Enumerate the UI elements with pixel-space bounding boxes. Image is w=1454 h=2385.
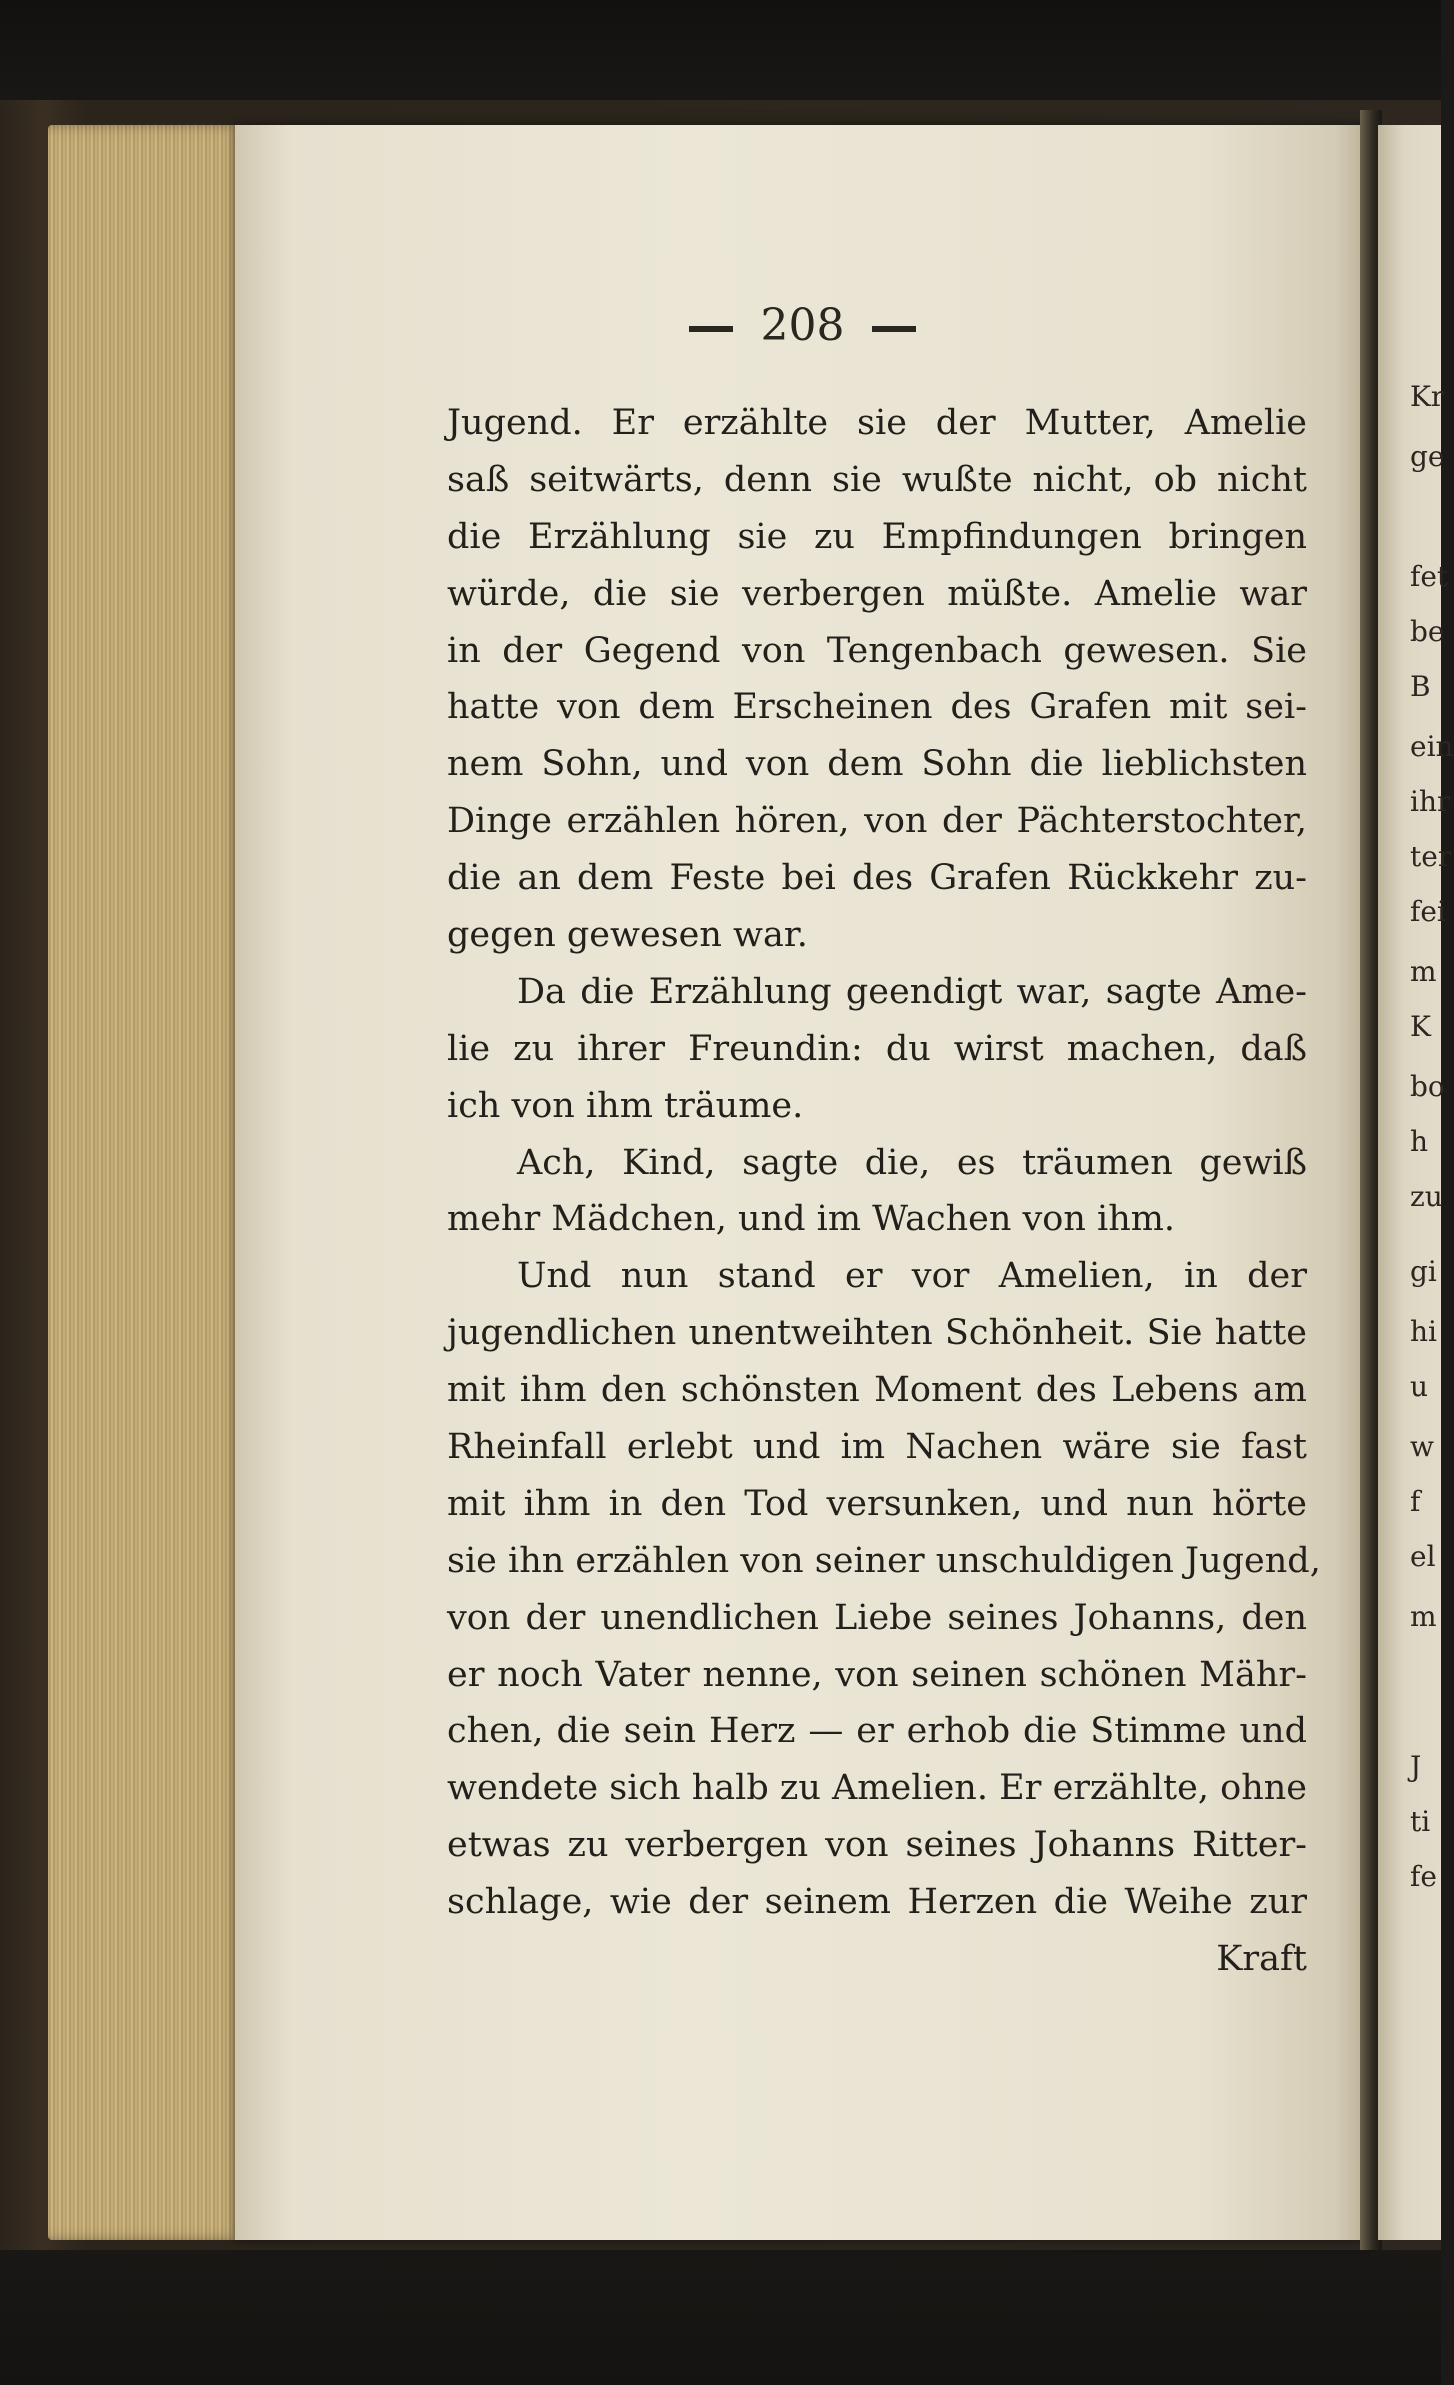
fragment: ti (1410, 1805, 1431, 1838)
fragment: K (1410, 1010, 1431, 1043)
text-line: lie zu ihrer Freundin: du wirst machen, daß (447, 1028, 1307, 1069)
text-line: mehr Mädchen, und im Wachen von ihm. (447, 1199, 1176, 1240)
fragment: fei (1410, 895, 1446, 928)
text-line: gegen gewesen war. (447, 915, 808, 956)
text-line: hatte von dem Erscheinen des Grafen mit sei- (447, 687, 1307, 728)
fragment: el (1410, 1540, 1436, 1573)
text-line: wendete sich halb zu Amelien. Er erzählte, ohne (447, 1768, 1307, 1809)
text-line: etwas zu verbergen von seines Johanns Ritter- (447, 1825, 1307, 1866)
page-edges (48, 125, 248, 2240)
fragment: B (1410, 670, 1431, 703)
text-line: Jugend. Er erzählte sie der Mutter, Amelie (447, 403, 1307, 443)
fragment: hi (1410, 1315, 1437, 1348)
fragment: ihr (1410, 785, 1451, 818)
text-line: Dinge erzählen hören, von der Pächterstochter, (447, 801, 1307, 842)
fragment: ge (1410, 440, 1445, 473)
fragment: h (1410, 1125, 1429, 1158)
text-line: sie ihn erzählen von seiner unschuldigen Jugend, (447, 1540, 1321, 1581)
body-text (447, 395, 1321, 1988)
text-line: jugendlichen unentweihten Schönheit. Sie hatte (447, 1313, 1307, 1354)
text-line: Da die Erzählung geendigt war, sagte Ame- (517, 971, 1307, 1012)
page-number-header (235, 300, 1370, 351)
text-line: mit ihm den schönsten Moment des Lebens am (447, 1370, 1307, 1411)
fragment: Kr (1410, 380, 1445, 413)
text-line: nem Sohn, und von dem Sohn die lieblichsten (447, 744, 1307, 785)
text-line: Ach, Kind, sagte die, es träumen gewiß (517, 1142, 1307, 1183)
page-number: 208 (760, 300, 845, 351)
text-line: Und nun stand er vor Amelien, in der (517, 1256, 1307, 1297)
text-line: würde, die sie verbergen müßte. Amelie war (447, 573, 1307, 614)
fragment: ein (1410, 730, 1454, 763)
text-line: in der Gegend von Tengenbach gewesen. Sie (447, 630, 1307, 671)
text-line: die an dem Feste bei des Grafen Rückkehr zu- (447, 858, 1307, 899)
fragment: m (1410, 955, 1437, 988)
text-line: mit ihm in den Tod versunken, und nun hörte (447, 1483, 1307, 1524)
fragment: f (1410, 1485, 1421, 1518)
fragment: fet (1410, 560, 1449, 593)
catchword: Kraft (1216, 1939, 1307, 1980)
text-line: chen, die sein Herz — er erhob die Stimme und (447, 1711, 1307, 1752)
dash-left (689, 326, 733, 332)
fragment: ter (1410, 840, 1452, 873)
fragment: fe (1410, 1860, 1437, 1893)
fragment: gi (1410, 1255, 1437, 1288)
fragment: zu (1410, 1180, 1443, 1213)
text-line: ich von ihm träume. (447, 1085, 804, 1126)
text-line: Rheinfall erlebt und im Nachen wäre sie fast (447, 1427, 1307, 1468)
fragment: w (1410, 1430, 1434, 1463)
text-line: er noch Vater nenne, von seinen schönen Mähr- (447, 1654, 1307, 1695)
fragment: J (1410, 1750, 1422, 1783)
text-line: saß seitwärts, denn sie wußte nicht, ob nicht (447, 459, 1307, 500)
text-line: von der unendlichen Liebe seines Johanns, den (447, 1597, 1307, 1638)
text-line: die Erzählung sie zu Empfindungen bringen (447, 516, 1307, 557)
fragment: u (1410, 1370, 1429, 1403)
text-line: schlage, wie der seinem Herzen die Weihe zur (447, 1882, 1307, 1923)
fragment: bo (1410, 1070, 1445, 1103)
fragment: m (1410, 1600, 1437, 1633)
dash-right (872, 326, 916, 332)
fragment: be (1410, 615, 1445, 648)
